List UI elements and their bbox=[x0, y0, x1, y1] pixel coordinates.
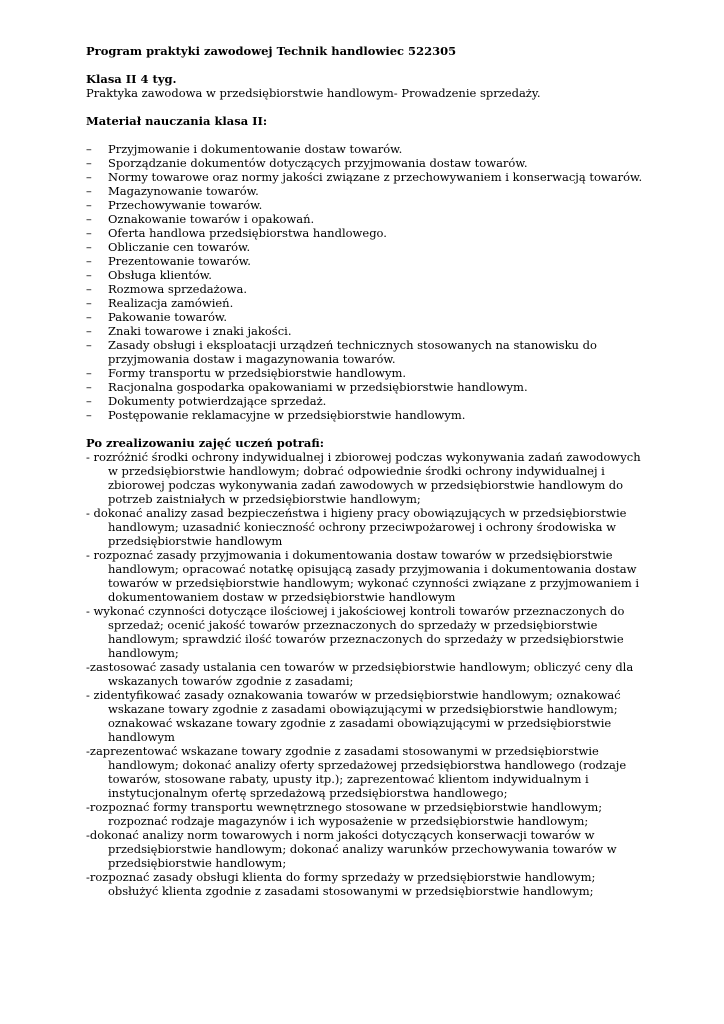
dash-bullet: – bbox=[86, 212, 92, 226]
material-item-text: Oferta handlowa przedsiębiorstwa handlowego. bbox=[108, 226, 387, 240]
material-list-item bbox=[86, 282, 644, 296]
material-list-item bbox=[86, 254, 644, 268]
dash-bullet: – bbox=[86, 282, 92, 296]
material-list-item bbox=[86, 338, 644, 366]
dash-bullet: – bbox=[86, 338, 92, 352]
dash-bullet: – bbox=[86, 170, 92, 184]
dash-bullet: – bbox=[86, 254, 92, 268]
material-item-text: Przechowywanie towarów. bbox=[108, 198, 263, 212]
outcome-item: - zidentyfikować zasady oznakowania towarów w przedsiębiorstwie handlowym; oznakować wskazane towary zgodnie z zasadami obowiązującymi w przedsiębiorstwie handlowym; oznakować wskazane towary zgodnie z zasadami obowiązującymi w przedsiębiorstwie handlowym bbox=[86, 688, 621, 744]
material-list-item bbox=[86, 184, 644, 198]
material-item-text: Oznakowanie towarów i opakowań. bbox=[108, 212, 315, 226]
material-item-text: Dokumenty potwierdzające sprzedaż. bbox=[108, 394, 327, 408]
dash-bullet: – bbox=[86, 142, 92, 156]
material-list-item bbox=[86, 394, 644, 408]
dash-bullet: – bbox=[86, 156, 92, 170]
material-item-text: Postępowanie reklamacyjne w przedsiębiorstwie handlowym. bbox=[108, 408, 466, 422]
material-list-item bbox=[86, 226, 644, 240]
material-item-text: Realizacja zamówień. bbox=[108, 296, 234, 310]
outcome-item: -rozpoznać formy transportu wewnętrznego stosowane w przedsiębiorstwie handlowym; rozpoznać rodzaje magazynów i ich wyposażenie w przedsiębiorstwie handlowym; bbox=[86, 800, 603, 828]
material-item-text: Zasady obsługi i eksploatacji urządzeń technicznych stosowanych na stanowisku do przyjmowania dostaw i magazynowania towarów. bbox=[108, 338, 597, 366]
dash-bullet: – bbox=[86, 310, 92, 324]
material-list-item bbox=[86, 142, 644, 156]
dash-bullet: – bbox=[86, 226, 92, 240]
outcome-item: - dokonać analizy zasad bezpieczeństwa i higieny pracy obowiązujących w przedsiębiorstwie handlowym; uzasadnić konieczność ochrony przeciwpożarowej i ochrony środowiska w przedsiębiorstwie handlowym bbox=[86, 506, 627, 548]
dash-bullet: – bbox=[86, 184, 92, 198]
outcome-item: - rozróżnić środki ochrony indywidualnej i zbiorowej podczas wykonywania zadań zawodowych w przedsiębiorstwie handlowym; dobrać odpowiednie środki ochrony indywidualnej i zbiorowej podczas wykonywania zadań zawodowych w przedsiębiorstwie handlowym do potrzeb zaistniałych w przedsiębiorstwie handlowym; bbox=[86, 450, 641, 506]
material-list-item bbox=[86, 310, 644, 324]
material-list-item bbox=[86, 156, 644, 170]
outcome-item: -dokonać analizy norm towarowych i norm jakości dotyczących konserwacji towarów w przedsiębiorstwie handlowym; dokonać analizy warunków przechowywania towarów w przedsiębiorstwie handlowym; bbox=[86, 828, 617, 870]
outcomes-heading: Po zrealizowaniu zajęć uczeń potrafi: bbox=[86, 436, 324, 450]
material-item-text: Przyjmowanie i dokumentowanie dostaw towarów. bbox=[108, 142, 403, 156]
material-list-item bbox=[86, 212, 644, 226]
dash-bullet: – bbox=[86, 240, 92, 254]
material-item-text: Prezentowanie towarów. bbox=[108, 254, 251, 268]
outcome-item: -zastosować zasady ustalania cen towarów w przedsiębiorstwie handlowym; obliczyć ceny dla wskazanych towarów zgodnie z zasadami; bbox=[86, 660, 634, 688]
material-list-item bbox=[86, 198, 644, 212]
material-list-item bbox=[86, 240, 644, 254]
class-description: Praktyka zawodowa w przedsiębiorstwie handlowym- Prowadzenie sprzedaży. bbox=[86, 86, 541, 100]
outcome-item: -zaprezentować wskazane towary zgodnie z zasadami stosowanymi w przedsiębiorstwie handlowym; dokonać analizy oferty sprzedażowej przedsiębiorstwa handlowego (rodzaje towarów, stosowane rabaty, upusty itp.); zaprezentować klientom indywidualnym i instytucjonalnym ofertę sprzedażową przedsiębiorstwa handlowego; bbox=[86, 744, 627, 800]
material-item-text: Formy transportu w przedsiębiorstwie handlowym. bbox=[108, 366, 407, 380]
material-list-item bbox=[86, 170, 644, 184]
document-title: Program praktyki zawodowej Technik handlowiec 522305 bbox=[86, 44, 457, 58]
material-list-item bbox=[86, 324, 644, 338]
dash-bullet: – bbox=[86, 366, 92, 380]
dash-bullet: – bbox=[86, 380, 92, 394]
material-list-item bbox=[86, 380, 644, 394]
dash-bullet: – bbox=[86, 268, 92, 282]
material-heading: Materiał nauczania klasa II: bbox=[86, 114, 268, 128]
dash-bullet: – bbox=[86, 408, 92, 422]
outcome-item: -rozpoznać zasady obsługi klienta do formy sprzedaży w przedsiębiorstwie handlowym; obsłużyć klienta zgodnie z zasadami stosowanymi w przedsiębiorstwie handlowym; bbox=[86, 870, 596, 898]
material-item-text: Racjonalna gospodarka opakowaniami w przedsiębiorstwie handlowym. bbox=[108, 380, 528, 394]
outcome-item: - rozpoznać zasady przyjmowania i dokumentowania dostaw towarów w przedsiębiorstwie handlowym; opracować notatkę opisującą zasady przyjmowania i dokumentowania dostaw towarów w przedsiębiorstwie handlowym; wykonać czynności związane z przyjmowaniem i dokumentowaniem dostaw w przedsiębiorstwie handlowym bbox=[86, 548, 640, 604]
outcome-item: - wykonać czynności dotyczące ilościowej i jakościowej kontroli towarów przeznaczonych do sprzedaż; ocenić jakość towarów przeznaczonych do sprzedaży w przedsiębiorstwie handlowym; sprawdzić ilość towarów przeznaczonych do sprzedaży w przedsiębiorstwie handlowym; bbox=[86, 604, 625, 660]
dash-bullet: – bbox=[86, 324, 92, 338]
material-list-item bbox=[86, 268, 644, 282]
material-item-text: Obsługa klientów. bbox=[108, 268, 212, 282]
material-item-text: Rozmowa sprzedażowa. bbox=[108, 282, 248, 296]
dash-bullet: – bbox=[86, 198, 92, 212]
material-list bbox=[86, 142, 644, 422]
material-list-item bbox=[86, 408, 644, 422]
dash-bullet: – bbox=[86, 296, 92, 310]
material-item-text: Magazynowanie towarów. bbox=[108, 184, 259, 198]
material-list-item bbox=[86, 366, 644, 380]
dash-bullet: – bbox=[86, 394, 92, 408]
outcomes-list bbox=[86, 450, 644, 898]
class-heading: Klasa II 4 tyg. bbox=[86, 72, 177, 86]
material-list-item bbox=[86, 296, 644, 310]
material-item-text: Obliczanie cen towarów. bbox=[108, 240, 251, 254]
material-item-text: Znaki towarowe i znaki jakości. bbox=[108, 324, 292, 338]
material-item-text: Pakowanie towarów. bbox=[108, 310, 228, 324]
material-item-text: Normy towarowe oraz normy jakości związane z przechowywaniem i konserwacją towarów. bbox=[108, 170, 643, 184]
material-item-text: Sporządzanie dokumentów dotyczących przyjmowania dostaw towarów. bbox=[108, 156, 528, 170]
